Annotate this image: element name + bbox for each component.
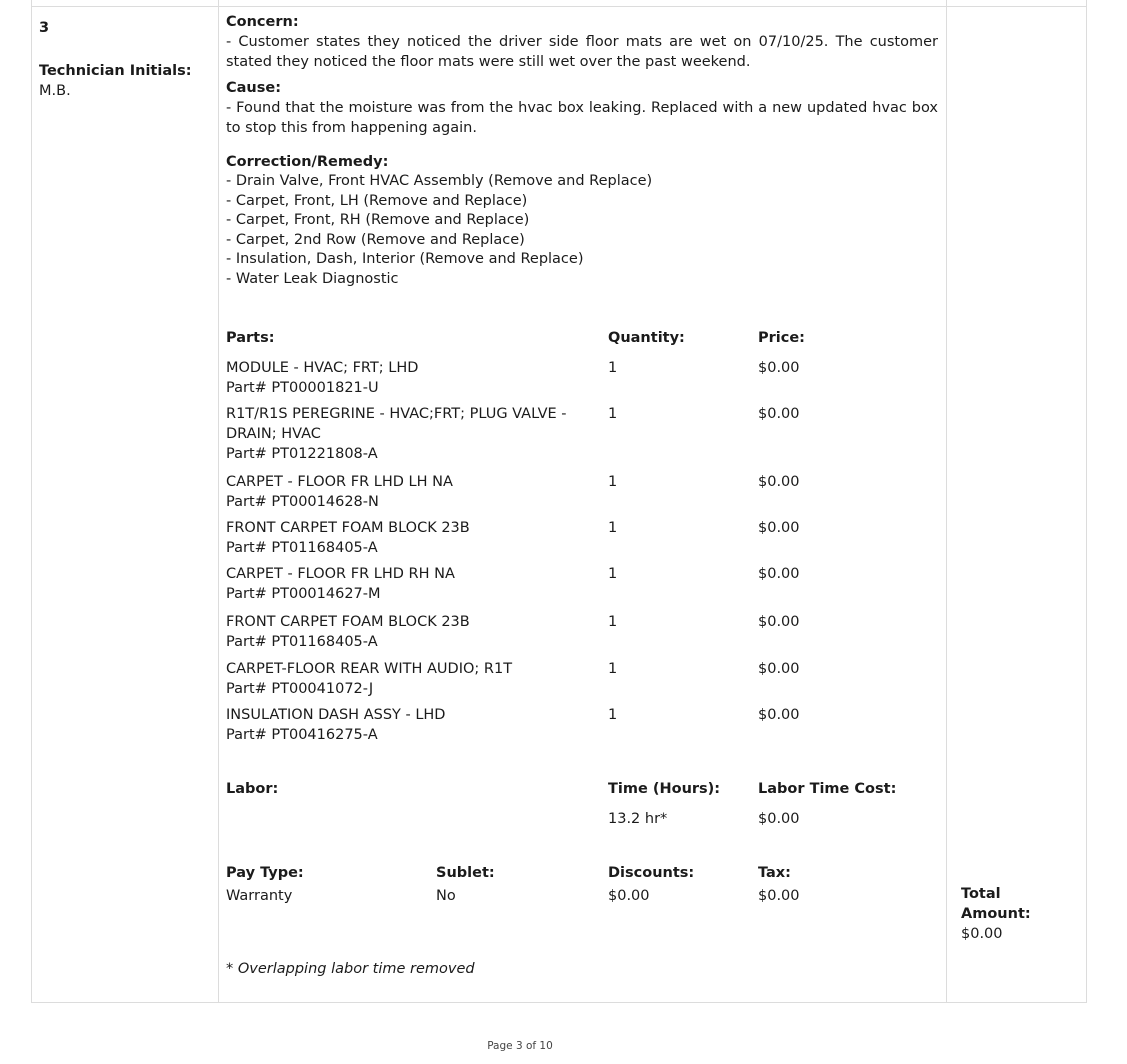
price-header: Price:	[758, 330, 805, 346]
part-name: FRONT CARPET FOAM BLOCK 23B	[226, 520, 470, 536]
total-amount-value: $0.00	[961, 926, 1003, 942]
remedy-item: - Carpet, 2nd Row (Remove and Replace)	[226, 231, 525, 248]
part-number: Part# PT00416275-A	[226, 727, 378, 743]
tax-value: $0.00	[758, 888, 800, 904]
technician-label: Technician Initials:	[39, 63, 192, 79]
concern-label: Concern:	[226, 14, 299, 30]
concern-section	[226, 12, 938, 72]
technician-initials: M.B.	[39, 83, 71, 99]
labor-cost-header: Labor Time Cost:	[758, 781, 897, 797]
part-price: $0.00	[758, 566, 800, 582]
part-quantity: 1	[608, 661, 618, 677]
labor-label: Labor:	[226, 781, 279, 797]
total-column	[961, 884, 1071, 944]
part-price: $0.00	[758, 520, 800, 536]
part-number: Part# PT01221808-A	[226, 446, 378, 462]
line-info-column	[39, 20, 209, 101]
part-number: Part# PT00014628-N	[226, 494, 379, 510]
part-name: FRONT CARPET FOAM BLOCK 23B	[226, 614, 470, 630]
part-quantity: 1	[608, 474, 618, 490]
part-price: $0.00	[758, 360, 800, 376]
discounts-label: Discounts:	[608, 865, 695, 881]
labor-cost-value: $0.00	[758, 811, 800, 827]
part-name: CARPET - FLOOR FR LHD LH NA	[226, 474, 453, 490]
part-number: Part# PT01168405-A	[226, 634, 378, 650]
part-quantity: 1	[608, 566, 618, 582]
remedy-item: - Water Leak Diagnostic	[226, 270, 399, 287]
labor-time-header: Time (Hours):	[608, 781, 721, 797]
sublet-value: No	[436, 888, 456, 904]
tax-label: Tax:	[758, 865, 791, 881]
page-number: Page 3 of 10	[487, 1040, 553, 1052]
sublet-label: Sublet:	[436, 865, 495, 881]
pay-type-label: Pay Type:	[226, 865, 304, 881]
remedy-item: - Carpet, Front, LH (Remove and Replace)	[226, 192, 528, 209]
part-quantity: 1	[608, 614, 618, 630]
remedy-item: - Drain Valve, Front HVAC Assembly (Remove and Replace)	[226, 173, 653, 189]
column-divider-left	[218, 0, 219, 1003]
part-quantity: 1	[608, 520, 618, 536]
repair-details	[226, 12, 938, 290]
concern-text: - Customer states they noticed the driver side floor mats are wet on 07/10/25. The customer stated they noticed the floor mats were still wet over the past weekend.	[226, 34, 938, 70]
part-name: INSULATION DASH ASSY - LHD	[226, 707, 446, 723]
part-number: Part# PT00001821-U	[226, 380, 379, 396]
part-price: $0.00	[758, 406, 800, 422]
remedy-label: Correction/Remedy:	[226, 154, 389, 170]
part-name: CARPET - FLOOR FR LHD RH NA	[226, 566, 455, 582]
part-quantity: 1	[608, 360, 618, 376]
cause-label: Cause:	[226, 80, 282, 96]
quantity-header: Quantity:	[608, 330, 685, 346]
cause-text: - Found that the moisture was from the hvac box leaking. Replaced with a new updated hvac box to stop this from happening again.	[226, 100, 938, 136]
column-divider-right	[946, 0, 947, 1003]
part-quantity: 1	[608, 406, 618, 422]
part-name: CARPET-FLOOR REAR WITH AUDIO; R1T	[226, 661, 513, 677]
remedy-item: - Insulation, Dash, Interior (Remove and Replace)	[226, 251, 584, 268]
part-name: MODULE - HVAC; FRT; LHD	[226, 360, 419, 376]
part-number: Part# PT01168405-A	[226, 540, 378, 556]
part-price: $0.00	[758, 614, 800, 630]
discounts-value: $0.00	[608, 888, 650, 904]
cause-section	[226, 78, 938, 138]
part-number: Part# PT00014627-M	[226, 586, 381, 602]
parts-header: Parts:	[226, 330, 275, 346]
total-amount-label: Total Amount:	[961, 886, 1031, 922]
part-price: $0.00	[758, 474, 800, 490]
labor-footnote: * Overlapping labor time removed	[226, 961, 475, 977]
part-number: Part# PT00041072-J	[226, 681, 374, 697]
part-price: $0.00	[758, 707, 800, 723]
line-number: 3	[39, 20, 50, 36]
part-price: $0.00	[758, 661, 800, 677]
pay-type-value: Warranty	[226, 888, 293, 904]
labor-time-value: 13.2 hr*	[608, 811, 668, 827]
remedy-item: - Carpet, Front, RH (Remove and Replace)	[226, 212, 530, 229]
remedy-section	[226, 152, 938, 290]
part-name: R1T/R1S PEREGRINE - HVAC;FRT; PLUG VALVE - DRAIN; HVAC	[226, 406, 567, 442]
part-quantity: 1	[608, 707, 618, 723]
remedy-list	[226, 172, 938, 290]
